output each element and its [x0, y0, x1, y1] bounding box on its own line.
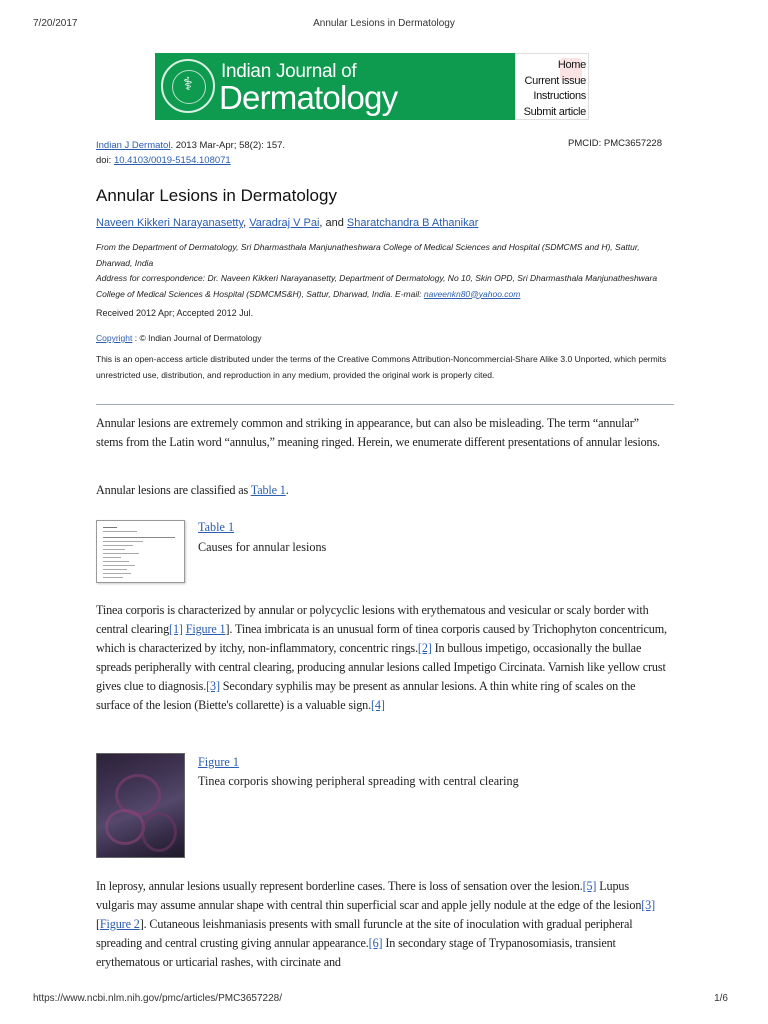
correspondence-text: Address for correspondence: Dr. Naveen Kikkeri Narayanasetty, Department of Dermatology, No 10, Skin OPD, Sri Dharmasthala Manjunatheshwara College of Medical Sciences & Hospital (SDMCMS&H), Sattur, Dharwad, India. E-mail:: [96, 273, 658, 299]
paragraph-text: ]. Cutaneous leishmaniasis presents with small furuncle at the site of inoculation with gradual peripheral spreading and central crusting giving annular appearance.: [96, 917, 633, 950]
ref-link[interactable]: [3]: [206, 679, 220, 693]
journal-banner: [155, 53, 589, 120]
table1-inline-link[interactable]: Table 1: [250, 483, 286, 497]
journal-link[interactable]: Indian J Dermatol: [96, 140, 171, 151]
nav-current-issue[interactable]: Current issue: [524, 74, 586, 87]
paragraph-text: In leprosy, annular lesions usually represent borderline cases. There is loss of sensation over the lesion.: [96, 879, 583, 893]
ref-link[interactable]: [1]: [169, 622, 183, 636]
article-title: Annular Lesions in Dermatology: [96, 186, 337, 205]
affiliation-text: From the Department of Dermatology, Sri Dharmasthala Manjunatheshwara College of Medical Sciences and Hospital (SDMCMS and H), Sattur, Dharwad, India: [96, 242, 640, 268]
paragraph-text: In bullous impetigo, occasionally the bullae spreads peripherally with central clearing, producing annular lesions called Impetigo Circinata. Varnish like yellow crust gives clue to diagnosis.: [96, 641, 666, 693]
section-divider: [96, 404, 674, 405]
author-separator: ,: [243, 217, 250, 229]
nav-home[interactable]: Home: [557, 59, 586, 71]
figure1-caption: Tinea corporis showing peripheral spreading with central clearing: [198, 774, 519, 788]
paragraph-tinea: [96, 601, 668, 715]
author-link[interactable]: Naveen Kikkeri Narayanasetty: [96, 217, 244, 229]
journal-name-line2: Dermatology: [219, 79, 398, 116]
print-title: Annular Lesions in Dermatology: [313, 18, 455, 29]
ref-link[interactable]: [4]: [371, 698, 385, 712]
print-date: 7/20/2017: [33, 18, 78, 29]
figure1-inline-link[interactable]: Figure 1: [185, 622, 226, 636]
print-footer: [0, 993, 768, 1007]
citation-details: . 2013 Mar-Apr; 58(2): 157.: [170, 140, 286, 151]
journal-name-line1: Indian Journal of: [221, 61, 357, 82]
table1-link[interactable]: Table 1: [198, 520, 235, 534]
copyright-line: [96, 333, 262, 343]
figure1-thumbnail[interactable]: [96, 753, 185, 858]
table1-caption: Causes for annular lesions: [198, 540, 327, 554]
affiliations: [96, 240, 674, 302]
nav-submit-article[interactable]: Submit article: [523, 105, 586, 118]
email-link[interactable]: naveenkn80@yahoo.com: [423, 288, 521, 299]
paragraph-text: Secondary syphilis may be present as annular lesions. A thin white ring of scales on the surface of the lesion (Biette's collarette) is a valuable sign.: [96, 679, 636, 712]
figure1-link[interactable]: Figure 1: [198, 755, 239, 769]
ref-link[interactable]: [5]: [582, 879, 597, 893]
doi-link[interactable]: 10.4103/0019-5154.108071: [113, 155, 231, 166]
paragraph-text: .: [285, 483, 289, 497]
paragraph-text: Annular lesions are classified as: [96, 483, 251, 497]
paragraph-text: Tinea corporis is characterized by annular or polycyclic lesions with erythematous and vesicular or scaly border with central clearing: [96, 603, 649, 636]
ref-link[interactable]: [3]: [641, 898, 656, 912]
author-link[interactable]: Varadraj V Pai: [249, 217, 320, 229]
print-header: [0, 18, 768, 32]
author-link[interactable]: Sharatchandra B Athanikar: [346, 217, 479, 229]
journal-nav: [515, 53, 589, 120]
author-list: [96, 217, 478, 229]
license-text: This is an open-access article distributed under the terms of the Creative Commons Attribution-Noncommercial-Share Alike 3.0 Unported, which permits unrestricted use, distribution, and reproduction in any medium, provided the original work is properly cited.: [96, 354, 667, 380]
paragraph-text: In secondary stage of Trypanosomiasis, transient erythematous or urticarial rashes, with circinate and: [96, 936, 616, 969]
paragraph-leprosy: In leprosy, annular lesions usually represent borderline cases. There is loss of sensation over the lesion.[5] Lupus vulgaris may assume annular shape with central thin superficial scar and apple jelly nodule at the edge of the lesion[3] [Figure 2]. Cutaneous leishmaniasis presents with small furuncle at the site of inoculation with gradual peripheral spreading and central crusting giving annular appearance.[6] In secondary stage of Trypanosomiasis, transient erythematous or urticarial rashes, with circinate and: [96, 879, 656, 969]
author-separator: , and: [319, 217, 347, 229]
ref-link[interactable]: [2]: [417, 641, 432, 655]
journal-seal-icon: ⚕: [161, 59, 215, 113]
table1-thumbnail[interactable]: [96, 520, 185, 583]
figure2-inline-link[interactable]: Figure 2: [99, 917, 140, 931]
copyright-text: : © Indian Journal of Dermatology: [132, 333, 262, 343]
paragraph-text: ]. Tinea imbricata is an unusual form of tinea corporis caused by Trichophyton concentricum, which is characterized by itchy, non-inflammatory, concentric rings.: [96, 622, 667, 655]
pmcid: PMCID: PMC3657228: [568, 138, 662, 149]
paragraph-classification: [96, 481, 668, 500]
doi-label: doi:: [96, 155, 114, 166]
nav-instructions[interactable]: Instructions: [533, 90, 586, 102]
citation: [96, 138, 285, 168]
print-page-number: 1/6: [714, 993, 728, 1004]
print-url: https://www.ncbi.nlm.nih.gov/pmc/articles/PMC3657228/: [33, 993, 282, 1004]
ref-link[interactable]: [6]: [368, 936, 383, 950]
copyright-link[interactable]: Copyright: [96, 333, 133, 343]
journal-logo[interactable]: [155, 53, 515, 120]
paragraph-intro: Annular lesions are extremely common and striking in appearance, but can also be misleading. The term “annular” stems from the Latin word “annulus,” meaning ringed. Herein, we enumerate different presentations of annular lesions.: [96, 416, 660, 449]
received-dates: Received 2012 Apr; Accepted 2012 Jul.: [96, 308, 254, 318]
paragraph-text: Lupus vulgaris may assume annular shape with central thin superficial scar and apple jelly nodule at the edge of the lesion: [96, 879, 642, 912]
